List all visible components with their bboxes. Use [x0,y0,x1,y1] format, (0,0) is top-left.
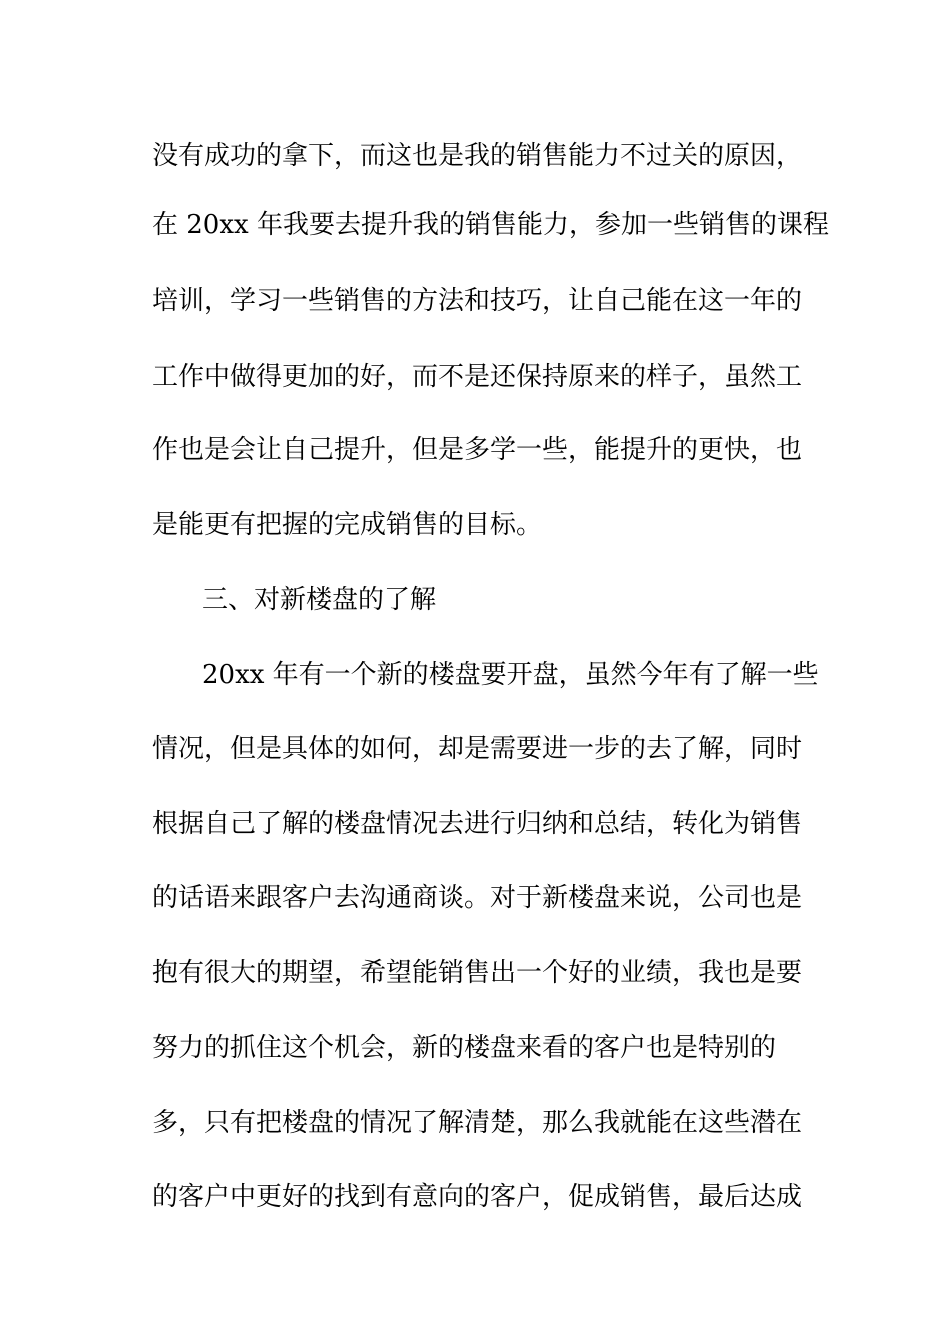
paragraph-line: 努力的抓住这个机会，新的楼盘来看的客户也是特别的 [152,1033,777,1063]
paragraph-line: 的话语来跟客户去沟通商谈。对于新楼盘来说，公司也是 [152,883,803,913]
paragraph-line: 情况，但是具体的如何，却是需要进一步的去了解，同时 [152,734,803,764]
paragraph-line: 根据自己了解的楼盘情况去进行归纳和总结，转化为销售 [152,809,803,839]
paragraph-line: 没有成功的拿下，而这也是我的销售能力不过关的原因， [152,141,803,171]
paragraph-line: 的客户中更好的找到有意向的客户，促成销售，最后达成 [152,1182,803,1212]
paragraph-line: 工作中做得更加的好，而不是还保持原来的样子，虽然工 [152,362,803,392]
paragraph-line: 20xx 年有一个新的楼盘要开盘，虽然今年有了解一些 [202,660,819,690]
paragraph-line: 在 20xx 年我要去提升我的销售能力，参加一些销售的课程 [152,210,829,240]
paragraph-line: 是能更有把握的完成销售的目标。 [152,510,543,540]
paragraph-line: 多，只有把楼盘的情况了解清楚，那么我就能在这些潜在 [152,1108,803,1138]
section-heading: 三、对新楼盘的了解 [202,585,437,615]
paragraph-line: 抱有很大的期望，希望能销售出一个好的业绩，我也是要 [152,958,803,988]
paragraph-line: 培训，学习一些销售的方法和技巧，让自己能在这一年的 [152,286,803,316]
paragraph-line: 作也是会让自己提升，但是多学一些，能提升的更快，也 [152,435,803,465]
